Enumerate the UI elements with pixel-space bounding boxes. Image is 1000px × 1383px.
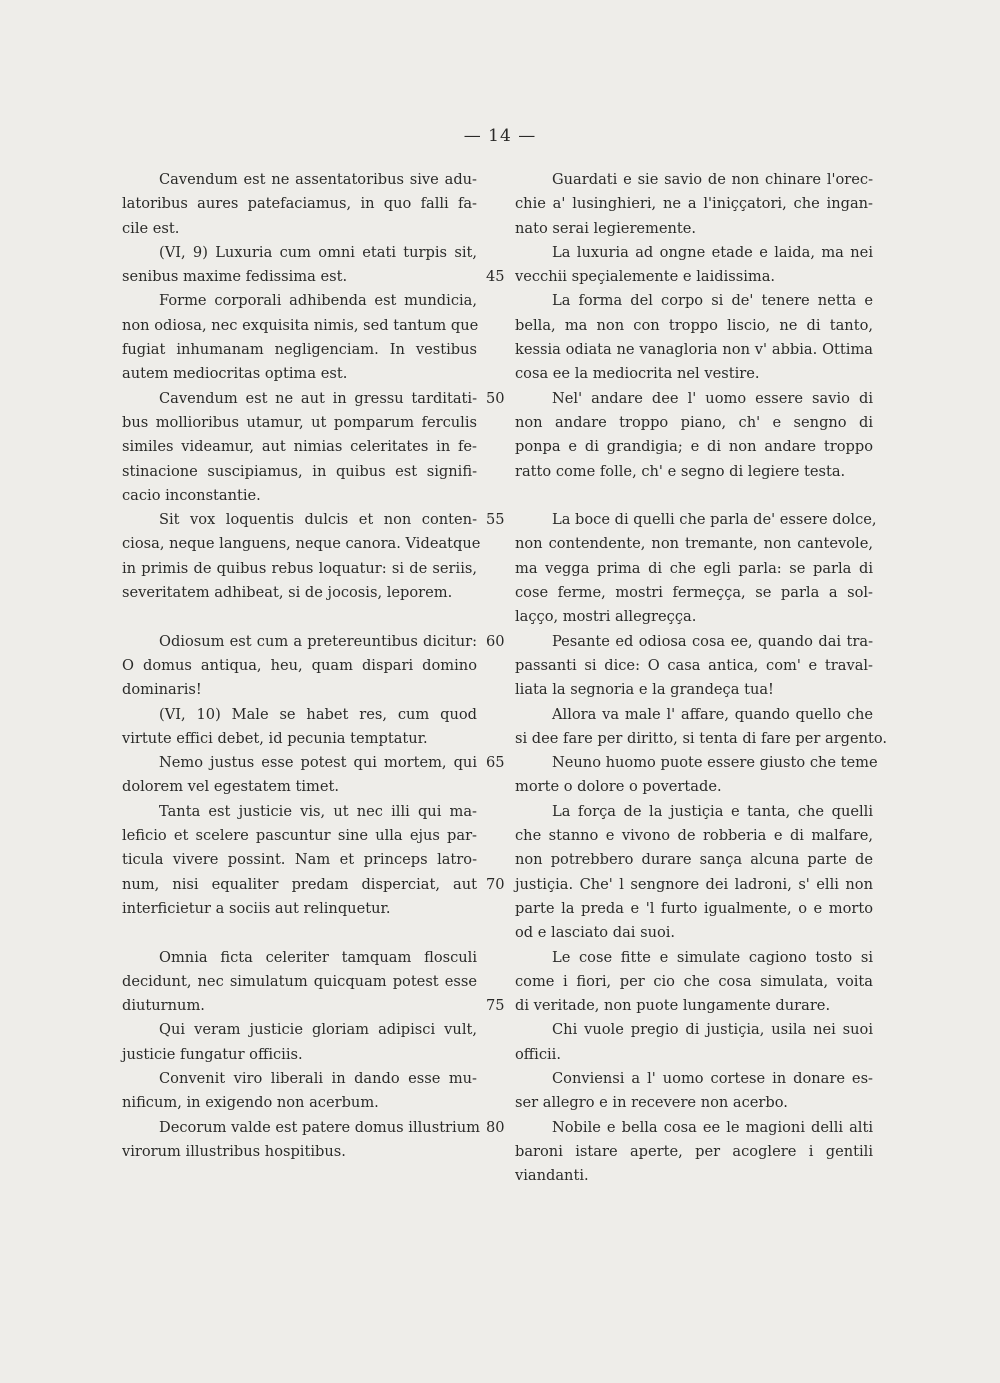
italian-text-line: nato serai legieremente.: [515, 219, 697, 237]
latin-paragraph: [122, 289, 477, 386]
italian-text-line: che stanno e vivono de robberia e di malfare,: [515, 827, 873, 845]
line-number: 65: [486, 754, 505, 772]
italian-text-line: Conviensi a l' uomo cortese in donare es-: [552, 1069, 873, 1087]
italian-text-line: parte la preda e 'l furto igualmente, o e morto: [515, 899, 873, 917]
latin-text-line: virorum illustribus hospitibus.: [122, 1142, 346, 1160]
italian-text-line: non andare troppo piano, ch' e sengno di: [515, 413, 873, 431]
italian-text-line: ma vegga prima di che egli parla: se parla di: [515, 559, 873, 577]
latin-text-line: Cavendum est ne assentatoribus sive adu-: [159, 171, 477, 188]
italian-text-line: Pesante ed odiosa cosa ee, quando dai tra-: [552, 632, 873, 650]
latin-paragraph: [122, 630, 477, 703]
italian-paragraph: [515, 751, 878, 800]
line-number: 50: [486, 389, 505, 407]
latin-text-line: in primis de quibus rebus loquatur: si de seriis,: [122, 559, 477, 577]
italian-text-line: non contendente, non tremante, non cantevole,: [515, 535, 873, 553]
latin-text-line: Forme corporali adhibenda est mundicia,: [159, 292, 477, 310]
italian-text-line: officii.: [515, 1045, 561, 1063]
italian-text-line: La força de la justiçia e tanta, che quelli: [552, 802, 873, 820]
italian-text-line: Allora va male l' affare, quando quello che: [552, 705, 873, 723]
latin-text-line: ciosa, neque languens, neque canora. Videatque: [122, 535, 481, 553]
italian-text-line: si dee fare per diritto, si tenta di fare per argento.: [515, 729, 888, 747]
italian-paragraph: [515, 1018, 873, 1067]
italian-paragraph: [515, 387, 873, 484]
italian-text-line: Nobile e bella cosa ee le magioni delli alti: [552, 1118, 873, 1136]
latin-text-line: (VI, 10) Male se habet res, cum quod: [159, 705, 477, 723]
italian-paragraph: [515, 508, 877, 629]
latin-text-line: dominaris!: [122, 681, 202, 699]
italian-text-line: La forma del corpo si de' tenere netta e: [552, 292, 873, 310]
italian-text-line: passanti si dice: O casa antica, com' e traval-: [515, 656, 873, 674]
italian-text-line: Nel' andare dee l' uomo essere savio di: [552, 389, 873, 407]
latin-column: [122, 168, 481, 1164]
latin-text-line: interficietur a sociis aut relinquetur.: [122, 899, 391, 917]
italian-text-line: cosa ee la mediocrita nel vestire.: [515, 365, 760, 383]
latin-text-line: diuturnum.: [122, 997, 205, 1015]
italian-text-line: Guardati e sie savio de non chinare l'orec-: [552, 171, 873, 188]
italian-text-line: kessia odiata ne vanagloria non v' abbia. Ottima: [515, 341, 873, 359]
latin-paragraph: [122, 241, 477, 290]
italian-text-line: come i fiori, per cio che cosa simulata, voita: [515, 972, 873, 990]
italian-paragraph: [515, 1116, 873, 1189]
line-number: 80: [486, 1118, 505, 1136]
italian-text-line: chie a' lusinghieri, ne a l'iniççatori, che ingan-: [515, 195, 873, 213]
latin-text-line: cacio inconstantie.: [122, 486, 261, 504]
latin-text-line: severitatem adhibeat, si de jocosis, leporem.: [122, 584, 453, 602]
italian-text-line: Chi vuole pregio di justiçia, usila nei suoi: [552, 1021, 873, 1039]
latin-text-line: non odiosa, nec exquisita nimis, sed tantum que: [122, 316, 479, 334]
latin-text-line: Convenit viro liberali in dando esse mu-: [159, 1069, 477, 1087]
italian-paragraph: [515, 630, 873, 703]
latin-text-line: autem mediocritas optima est.: [122, 365, 348, 383]
paragraph-gap: [122, 605, 477, 629]
line-number: 75: [486, 997, 505, 1015]
line-number: 70: [486, 875, 505, 893]
paragraph-gap: [515, 484, 873, 508]
latin-text-line: Nemo justus esse potest qui mortem, qui: [159, 754, 477, 772]
italian-paragraph: [515, 289, 873, 386]
latin-paragraph: [122, 508, 481, 605]
italian-text-line: di veritade, non puote lungamente durare.: [515, 997, 831, 1015]
latin-text-line: virtute effici debet, id pecunia temptatur.: [122, 729, 428, 747]
latin-text-line: Omnia ficta celeriter tamquam flosculi: [159, 948, 477, 966]
latin-text-line: dolorem vel egestatem timet.: [122, 778, 340, 796]
latin-paragraph: [122, 946, 477, 1019]
latin-text-line: nificum, in exigendo non acerbum.: [122, 1094, 379, 1112]
italian-paragraph: [515, 1067, 873, 1116]
latin-text-line: Cavendum est ne aut in gressu tarditati-: [159, 389, 477, 407]
italian-text-line: ratto come folle, ch' e segno di legiere testa.: [515, 462, 846, 480]
latin-paragraph: [122, 800, 477, 921]
italian-text-line: non potrebbero durare sança alcuna parte de: [515, 851, 873, 869]
italian-text-line: ser allegro e in recevere non acerbo.: [515, 1094, 788, 1112]
latin-text-line: Qui veram justicie gloriam adipisci vult,: [159, 1021, 477, 1039]
italian-text-line: justiçia. Che' l sengnore dei ladroni, s' elli non: [515, 875, 873, 893]
italian-text-line: Le cose fitte e simulate cagiono tosto si: [552, 948, 873, 966]
italian-text-line: viandanti.: [515, 1167, 589, 1185]
latin-text-line: (VI, 9) Luxuria cum omni etati turpis sit,: [159, 243, 477, 261]
latin-text-line: stinacione suscipiamus, in quibus est signifi-: [122, 462, 477, 480]
latin-text-line: Tanta est justicie vis, ut nec illi qui ma-: [159, 802, 477, 820]
italian-paragraph: [515, 703, 888, 752]
latin-text-line: senibus maxime fedissima est.: [122, 268, 348, 286]
latin-paragraph: [122, 1018, 477, 1067]
line-number: 45: [486, 268, 505, 286]
italian-text-line: La luxuria ad ongne etade e laida, ma nei: [552, 243, 873, 261]
italian-text-line: liata la segnoria e la grandeça tua!: [515, 681, 774, 699]
italian-paragraph: [515, 946, 873, 1019]
italian-text-line: cose ferme, mostri fermeçça, se parla a sol-: [515, 584, 873, 602]
latin-text-line: ticula vivere possint. Nam et princeps latro-: [122, 851, 477, 869]
latin-text-line: Odiosum est cum a pretereuntibus dicitur:: [159, 632, 477, 650]
latin-text-line: bus mollioribus utamur, ut pomparum ferculis: [122, 413, 477, 431]
italian-text-line: laçço, mostri allegreçça.: [515, 608, 697, 626]
line-number: 60: [486, 632, 505, 650]
latin-paragraph: [122, 1116, 480, 1165]
italian-text-line: ponpa e di grandigia; e di non andare troppo: [515, 438, 873, 456]
latin-text-line: Decorum valde est patere domus illustrium: [159, 1118, 480, 1136]
italian-paragraph: [515, 168, 873, 241]
latin-text-line: num, nisi equaliter predam disperciat, aut: [122, 875, 477, 893]
italian-paragraph: [515, 800, 873, 946]
page-number: — 14 —: [463, 126, 537, 146]
latin-paragraph: [122, 1067, 477, 1116]
italian-text-line: bella, ma non con troppo liscio, ne di tanto,: [515, 316, 873, 334]
paragraph-gap: [122, 921, 477, 945]
latin-paragraph: [122, 387, 477, 508]
latin-text-line: justicie fungatur officiis.: [122, 1045, 303, 1063]
line-number: 55: [486, 511, 505, 529]
italian-text-line: vecchii speçialemente e laidissima.: [515, 268, 776, 286]
latin-text-line: leficio et scelere pascuntur sine ulla ejus par-: [122, 827, 477, 845]
latin-paragraph: [122, 703, 477, 752]
latin-text-line: cile est.: [122, 219, 180, 237]
latin-text-line: fugiat inhumanam negligenciam. In vestibus: [122, 341, 477, 359]
italian-text-line: baroni istare aperte, per acoglere i gentili: [515, 1142, 873, 1160]
italian-text-line: La boce di quelli che parla de' essere dolce,: [552, 511, 877, 529]
latin-text-line: latoribus aures patefaciamus, in quo falli fa-: [122, 195, 477, 213]
latin-paragraph: [122, 168, 477, 241]
italian-text-line: morte o dolore o povertade.: [515, 778, 722, 796]
italian-text-line: od e lasciato dai suoi.: [515, 924, 676, 942]
italian-text-line: Neuno huomo puote essere giusto che teme: [552, 754, 878, 772]
italian-paragraph: [515, 241, 873, 290]
latin-text-line: similes videamur, aut nimias celeritates in fe-: [122, 438, 477, 456]
latin-text-line: O domus antiqua, heu, quam dispari domino: [122, 656, 477, 674]
latin-text-line: Sit vox loquentis dulcis et non conten-: [159, 511, 477, 529]
latin-text-line: decidunt, nec simulatum quicquam potest esse: [122, 972, 477, 990]
italian-column: [515, 168, 888, 1188]
latin-paragraph: [122, 751, 477, 800]
